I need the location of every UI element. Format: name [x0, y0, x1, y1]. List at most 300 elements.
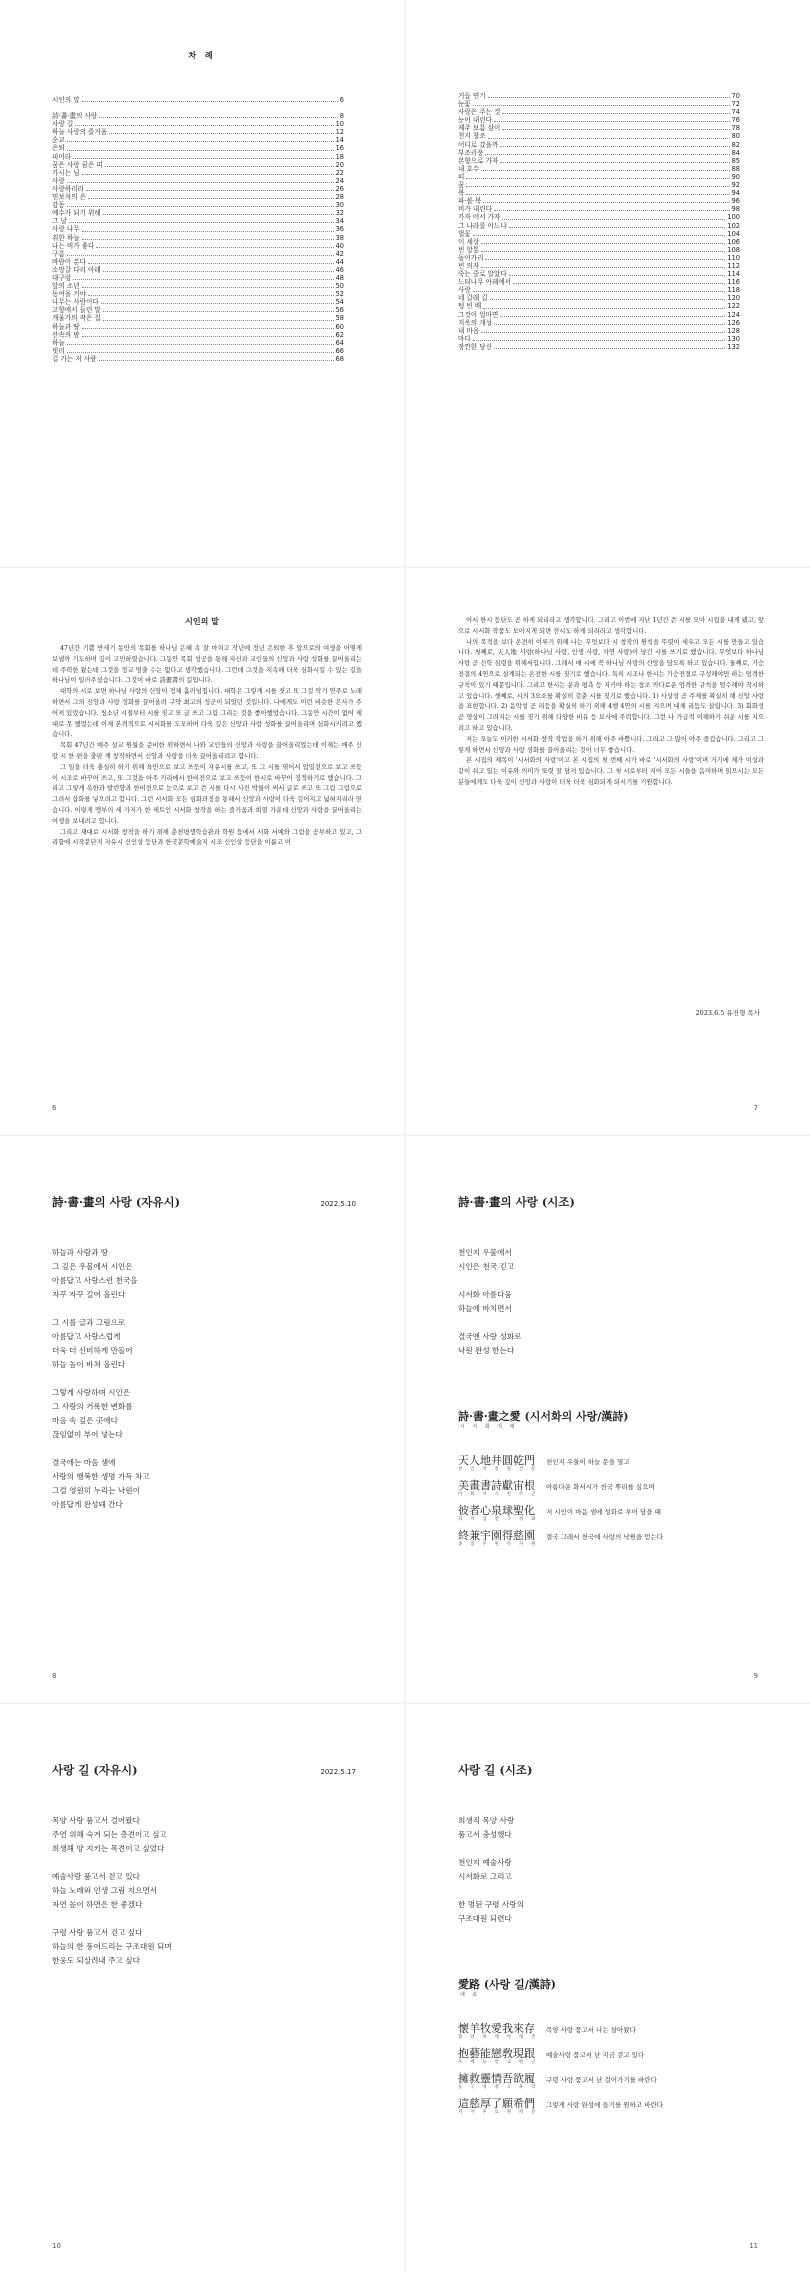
toc-dot-leader — [73, 158, 334, 159]
poem-line: 구조대원 되련다 — [458, 1914, 512, 1923]
hanja-chars: 天人地井圓乾門 — [458, 1454, 535, 1467]
toc-entry-title: 네 갈래 길 — [458, 294, 488, 303]
toc-entry-title: 나는 비가 좋다 — [52, 241, 95, 250]
poem-title: 사랑 길 (시조) — [458, 1763, 533, 1777]
toc-dot-leader — [82, 328, 334, 329]
poem-line: 주연 위해 숙겨 되는 층견이고 싶고 — [52, 1830, 167, 1839]
toc-entry-title: 구름 — [52, 249, 65, 258]
toc-entry-page: 8 — [339, 112, 344, 121]
toc-dot-leader — [481, 332, 725, 333]
poem-stanza — [52, 1316, 364, 1372]
toc-entry-page: 122 — [727, 302, 740, 311]
toc-entry — [52, 282, 344, 290]
toc-dot-leader — [485, 259, 725, 260]
toc-entry — [458, 157, 740, 165]
toc-entry-title: 사랑 나무 — [52, 225, 80, 234]
page-number: 8 — [52, 1672, 57, 1680]
toc-list-left — [52, 96, 344, 363]
page-number: 11 — [749, 2242, 758, 2250]
poem-stanza — [52, 1386, 364, 1442]
poem-line: 결국엔 사랑 성화로 — [458, 1332, 522, 1341]
toc-dot-leader — [502, 113, 729, 114]
poem-stanza — [458, 1330, 770, 1358]
poem4-page — [406, 1704, 810, 2272]
toc-entry-title: 마다 — [458, 334, 471, 343]
toc-entry — [52, 347, 344, 355]
toc-dot-leader — [473, 291, 726, 292]
hanja-translation: 저 시인이 마음 샘에 성화로 부어 담을 때 — [546, 1508, 661, 1516]
hanja-line — [458, 2097, 774, 2122]
poem-stanza — [458, 1898, 770, 1926]
toc-dot-leader — [509, 227, 726, 228]
toc-dot-leader — [99, 360, 334, 361]
poem-line: 더욱 더 신비하게 만들어 — [52, 1346, 133, 1355]
page-number: 9 — [753, 1672, 758, 1680]
poem-line: 예술사랑 품고서 걷고 있다 — [52, 1872, 140, 1881]
hanja-translation: 그렇게 사랑 완성에 들기를 원하고 바란다 — [546, 2101, 664, 2109]
poem-line: 끊임없이 부어 넣는다 — [52, 1430, 123, 1439]
toc-dot-leader — [103, 271, 334, 272]
toc-entry — [458, 343, 740, 351]
toc-entry-title: 하늘과 땅 — [52, 322, 80, 331]
toc-dot-leader — [485, 154, 729, 155]
toc-entry — [458, 302, 740, 310]
toc-dot-leader — [513, 283, 725, 284]
toc-entry-page: 16 — [335, 144, 344, 153]
poem-line: 그 시를 글과 그림으로 — [52, 1318, 126, 1327]
preface-text-right — [458, 616, 764, 789]
hanja-title-reading: 애 로 — [460, 1992, 481, 1998]
poem-stanza — [458, 1246, 770, 1274]
toc-dot-leader — [67, 255, 334, 256]
poem-line: 목양 사랑 품고서 걸어왔다 — [52, 1816, 140, 1825]
preface-paragraph: 그리고 재대로 시서화 창작을 하기 위해 춘천평생학습관과 학원 등에서 서화 서예와 그림을 공부하고 있고, 그리함에 시작문단지 자유시 신인상 등단과 한국문학예술지 시조 신인상 등단을 이룹고 이 — [52, 828, 362, 847]
toc-dot-leader — [105, 166, 334, 167]
toc-entry-page: 26 — [335, 184, 344, 193]
poem-line: 자연 높이 하면은 한 좋겠다 — [52, 1900, 143, 1909]
poem-line: 사랑의 행복한 생명 가득 차고 — [52, 1472, 150, 1481]
hanja-translation: 예술사랑 품고서 난 지금 걷고 있다 — [546, 2051, 645, 2059]
preface-paragraph: 저는 오늘도 이러한 시서화 창작 작업을 하기 위해 아주 바쁩니다. 그리고 그 많이 아주 즐겁습니다. 그리고 그렇게 하면서 신앙과 사랑 성화를 끌어올리는 것이 너무 좋습니다. — [458, 735, 764, 754]
toc-entry-title: 천지 창조 — [458, 132, 486, 141]
toc-entry-page: 106 — [727, 237, 740, 246]
toc-entry-title: 빈 항통 — [458, 245, 480, 254]
toc-dot-leader — [88, 198, 334, 199]
hanja-line — [458, 1504, 774, 1529]
toc-entry-title: 부조리풍 — [458, 148, 484, 157]
poem-line: 시인은 천국 긷고 — [458, 1262, 515, 1271]
hanja-line — [458, 1479, 774, 1504]
toc-dot-leader — [488, 97, 730, 98]
toc-entry — [52, 177, 344, 185]
toc-entry-title: 사랑 — [458, 286, 471, 295]
toc-dot-leader — [69, 222, 334, 223]
poem-line: 천인지 우물에서 — [458, 1248, 512, 1257]
toc-entry-title: 감동 — [52, 201, 65, 210]
hanja-reading: 천 인 지 정 원 건 문 — [458, 1467, 539, 1472]
poem-line: 희생직 목양 사랑 — [458, 1816, 515, 1825]
toc-entry — [458, 132, 740, 140]
toc-entry-page: 42 — [335, 249, 344, 258]
preface-paragraph: 나의 목적을 보다 온전히 이루기 위해 나는 무엇보다 시 창작의 원칙을 뚜렷이 세우고 모든 시를 만들고 있습니다. 첫째로, 天人地 사랑(하나님 사랑, 인생 사랑, 자연 사랑)이 당긴 시를 쓰기로 했습니다. 무엇보다 하나님 사랑 곧 신학 심령을 위해서입니다. 그래서 매 시에 꼭 하나님 사랑의 신앙을 담도록 하고 있습니다. 둘째로, 기승전결의 4연으로 설계되는 온전한 시를 짓기로 했습니다. 특히 시조나 한시는 기승전결로 구성해야만 하는 엄격한 규칙이 있기 때문입니다. 그리고 한시는 운과 평측 등 지키야 하는 창조 까다로운 엄격한 규칙을 엄수해야 작시하고 있습니다. 셋째로, 시의 3요소를 확실히 갖춘 시를 짓기로 했습니다. 1) 사상성 곧 주제를 확실히 해 신앙 사랑을 표현합니다. 2) 음악성 곧 리듬을 확실히 하기 위해 4행 4연의 시를 지으며 대체 리듬도 살립니다. 3) 회화성 곧 영상이 그려지는 시를 짓기 위해 다양한 비유 등 묘사에 주력합니다. 그런 나 가급적 이해하기 쉬운 시를 지으려고 하고 있습니다. — [458, 638, 764, 732]
toc-entry-title: 띠 — [458, 172, 465, 181]
toc-entry — [52, 112, 344, 120]
toc-entry — [458, 205, 740, 213]
hanja-list — [458, 1454, 774, 1554]
poem-stanza — [458, 1288, 770, 1316]
toc-entry — [52, 209, 344, 217]
preface-page-right — [406, 568, 810, 1134]
toc-title: 차 례 — [188, 50, 216, 60]
toc-dot-leader — [481, 243, 725, 244]
hanja-translation: 아름다운 화서시가 천국 뿌리를 심으며 — [546, 1483, 655, 1491]
toc-dot-leader — [86, 190, 334, 191]
toc-entry-page: 38 — [335, 233, 344, 242]
toc-entry-page: 6 — [339, 96, 344, 104]
toc-entry-page: 70 — [731, 92, 740, 100]
preface-paragraph: 대학의 시로 보면 하나님 사랑의 신앙이 정체 흘러넘칩니다. 대학은 그렇게 시를 짓고 또 그걸 악기 연주로 노래하면서 그의 신앙과 사랑 성화를 끌어올려 구약 최고의 성군이 되었던 것입니다. 나에게도 이런 비슷한 은사가 주어져 있었습니다. 청소년 시절부터 시를 짓고 또 글 쓰고 그림 그리는 것을 좋아했었습니다. 그동안 시간이 없어 제대로 못 했었는데 이제 본격적으로 시서화를 도모하며 다욱 깊은 신앙과 사랑 성화를 끌어올리며 심화시키려고 했습니다. — [52, 688, 362, 739]
hanja-block — [458, 2022, 546, 2041]
poem-line: 아름답고 사랑스런 천국을 — [52, 1276, 138, 1285]
poem-line: 품고서 충성했다 — [458, 1830, 512, 1839]
toc-entry-page: 128 — [727, 326, 740, 335]
toc-dot-leader — [88, 295, 334, 296]
toc-entry — [458, 116, 740, 124]
toc-page-left — [0, 0, 404, 566]
toc-entry-page: 108 — [727, 245, 740, 254]
toc-entry-title: 죽는 중로 알았다 — [458, 270, 507, 279]
poem-stanza — [52, 1926, 364, 1968]
toc-entry — [52, 242, 344, 250]
toc-entry — [458, 270, 740, 278]
toc-entry — [52, 96, 344, 104]
toc-entry-page: 90 — [731, 172, 740, 181]
toc-entry-title: 은퇴 — [52, 144, 65, 153]
toc-dot-leader — [466, 178, 729, 179]
page-number: 6 — [52, 1104, 57, 1112]
poem-stanza — [52, 1456, 364, 1512]
toc-entry-page: 50 — [335, 282, 344, 291]
hanja-title-reading: 시 서 화 지 애 — [460, 1424, 518, 1430]
poem-line: 시서화로 그리고 — [458, 1872, 512, 1881]
toc-entry-title: 어디로 갔을까 — [458, 140, 499, 149]
toc-entry — [458, 100, 740, 108]
toc-entry-page: 112 — [727, 261, 740, 270]
toc-entry-page: 52 — [335, 290, 344, 299]
toc-dot-leader — [82, 287, 334, 288]
poem-line: 한 명된 구령 사랑의 — [458, 1900, 524, 1909]
toc-entry-title: 시인의 말 — [52, 96, 80, 104]
toc-entry-title: 가자 어서 가자 — [458, 213, 501, 222]
toc-dot-leader — [490, 299, 726, 300]
toc-dot-leader — [500, 162, 729, 163]
toc-dot-leader — [82, 239, 334, 240]
toc-entry-title: 복 — [458, 189, 465, 198]
poem-line: 그걸 영원히 누리는 낙원이 — [52, 1486, 140, 1495]
toc-entry — [458, 286, 740, 294]
preface-paragraph: 본 시집의 제목이 '시서화의 사랑'이고 본 시집의 첫 번째 시가 바로 '시서화의 사랑'이며 거기에 제가 이상과 같이 쉬고 있는 이유와 의미가 또렷 잘 담겨 있습니다. 그 첫 시로부터 지어 모든 시들을 음미하며 읽으시는 모든 분들에게도 다욱 깊이 신앙과 사랑이 더욱 더욱 심화되게 되시기를 기원합니다. — [458, 757, 764, 786]
hanja-translation: 구령 사랑 품고서 난 걸어가기를 바란다 — [546, 2076, 657, 2084]
toc-entry — [52, 274, 344, 282]
toc-dot-leader — [103, 214, 334, 215]
toc-entry — [458, 141, 740, 149]
poem-date: 2022.5.10 — [320, 1200, 356, 1208]
poem-line: 하늘의 한 풍어드리는 구조대원 되며 — [52, 1942, 172, 1951]
toc-entry — [458, 335, 740, 343]
toc-entry-page: 94 — [731, 189, 740, 198]
poem-stanza — [52, 1870, 364, 1912]
toc-entry-page: 22 — [335, 168, 344, 177]
hanja-chars: 抱藝能戀敎現跟 — [458, 2047, 535, 2060]
hanja-reading: 저 자 후 료 원 희 문 — [458, 2110, 539, 2115]
toc-entry-page: 40 — [335, 241, 344, 250]
hanja-reading: 피 자 심 천 구 성 화 — [458, 1517, 539, 1522]
toc-entry-title: 바람이 분다 — [52, 257, 86, 266]
toc-entry — [458, 181, 740, 189]
toc-entry-title: 사랑 길 — [52, 120, 74, 129]
toc-entry-title: 사랑 — [52, 176, 65, 185]
toc-dot-leader — [481, 267, 725, 268]
toc-entry-page: 85 — [731, 156, 740, 165]
poem-body — [52, 1814, 364, 1982]
toc-dot-leader — [67, 206, 334, 207]
hanja-line — [458, 2047, 774, 2072]
hanja-translation: 목양 사랑 품고서 나는 살아왔다 — [546, 2026, 636, 2034]
toc-entry-page: 44 — [335, 257, 344, 266]
toc-dot-leader — [82, 101, 338, 102]
toc-entry-title: 순교 — [52, 136, 65, 145]
hanja-block — [458, 1454, 546, 1473]
toc-entry-page: 116 — [727, 278, 740, 287]
toc-entry-title: 그것이 얼마면 — [458, 310, 499, 319]
toc-entry-page: 28 — [335, 193, 344, 202]
toc-entry-title: 눈꽃 — [458, 100, 471, 109]
poem-header — [458, 1762, 762, 1778]
toc-entry — [458, 222, 740, 230]
toc-entry-title: 꿈은 사랑 꿈은 띠 — [52, 160, 103, 169]
hanja-reading: 종 겸 우 원 득 자 원 — [458, 1542, 539, 1547]
poem-line: 희생해 양 지키는 목견이고 싶었다 — [52, 1844, 165, 1853]
toc-entry-page: 64 — [335, 338, 344, 347]
toc-entry-title: 산속의 밤 — [52, 330, 80, 339]
toc-entry — [458, 319, 740, 327]
poem-title: 사랑 길 (자유시) — [52, 1763, 138, 1777]
toc-entry-title: 사랑은 주는 것 — [458, 108, 501, 117]
toc-entry-page: 82 — [731, 140, 740, 149]
toc-entry-page: 130 — [727, 334, 740, 343]
poem-title: 詩·書·畫의 사랑 (자유시) — [52, 1195, 181, 1209]
toc-dot-leader — [96, 247, 333, 248]
toc-entry-page: 36 — [335, 225, 344, 234]
hanja-title: 愛路 (사랑 길/漢詩) — [458, 1978, 556, 1991]
poem-stanza — [52, 1246, 364, 1302]
poem-line: 구령 사랑 품고서 걷고 싶다 — [52, 1928, 143, 1937]
toc-dot-leader — [73, 279, 334, 280]
toc-entry-title: 예수가 되기 위해 — [52, 209, 101, 218]
toc-entry — [52, 185, 344, 193]
hanja-line — [458, 2072, 774, 2097]
toc-entry — [458, 213, 740, 221]
preface-paragraph: 그 일을 더욱 충실히 하기 위해 육만으로 보고 쓰듯이 자유시를 쓰고, 또 그 시를 엮어서 압밀전으로 보고 쓰듯이 시조로 바꾸어 쓰고, 또 그것을 아주 거리에서 한비전으로 보고 쓰듯이 한시로 바꾸어 징적하기로 했습니다. 그리고 그렇게 옥한과 발린향과 한비전으로 눈으로 보고 쓴 시를 다시 사진 박물이 써서 글로 쓰고 또 그림 그림으로 그려서 삽화를 넣으려고 합니다. 그런 시서화 모든 심화과정을 통해서 신앙과 사랑이 다욱 깊어지고 넓혀지리라 믿습니다. 이렇게 맹부의 세 가지가 한 세트인 시서화 창작을 하는 즐거움과 희열 가운데 신앙과 사랑을 끌어올리는 여생을 보내려고 합니다. — [52, 763, 362, 825]
toc-entry — [458, 197, 740, 205]
hanja-line — [458, 1529, 774, 1554]
toc-entry-title: 지옥의 개성 — [458, 318, 492, 327]
hanja-block — [458, 2097, 546, 2116]
toc-dot-leader — [67, 150, 334, 151]
toc-entry — [458, 173, 740, 181]
toc-entry-title: 본향으로 가자 — [458, 156, 499, 165]
toc-entry-page: 20 — [335, 160, 344, 169]
toc-dot-leader — [494, 210, 730, 211]
poem1-page — [0, 1136, 404, 1702]
toc-dot-leader — [500, 146, 729, 147]
preface-title: 시인의 말 — [185, 616, 219, 626]
toc-dot-leader — [82, 336, 334, 337]
poem3-page — [0, 1704, 404, 2272]
toc-entry-page: 78 — [731, 124, 740, 133]
toc-dot-leader — [473, 105, 730, 106]
hanja-title: 詩·書·畫之愛 (시서화의 사랑/漢詩) — [458, 1410, 629, 1423]
toc-entry-page: 46 — [335, 265, 344, 274]
hanja-reading: 미 화 서 시 헌 주 근 — [458, 1492, 539, 1497]
toc-entry — [52, 153, 344, 161]
toc-dot-leader — [67, 141, 334, 142]
toc-entry — [458, 262, 740, 270]
poem-line: 결국에는 마음 샘에 — [52, 1458, 116, 1467]
toc-dot-leader — [483, 308, 725, 309]
toc-dot-leader — [481, 251, 725, 252]
toc-entry-title: 가시는 님 — [52, 168, 80, 177]
poem-line: 그 깊은 우물에서 시인은 — [52, 1262, 133, 1271]
toc-entry — [458, 149, 740, 157]
toc-entry-title: 돌아가리 — [458, 253, 484, 262]
toc-entry-page: 32 — [335, 209, 344, 218]
toc-dot-leader — [75, 125, 333, 126]
toc-entry-page: 104 — [727, 229, 740, 238]
toc-entry — [52, 128, 344, 136]
toc-entry — [52, 161, 344, 169]
poem-line: 마음 속 깊은 곳에다 — [52, 1416, 118, 1425]
page-number: 7 — [753, 1104, 758, 1112]
toc-entry — [458, 230, 740, 238]
toc-entry — [52, 266, 344, 274]
toc-entry-page: 110 — [727, 253, 740, 262]
toc-entry — [52, 225, 344, 233]
hanja-chars: 懷羊牧愛我來存 — [458, 2022, 535, 2035]
toc-entry-page: 54 — [335, 298, 344, 307]
toc-entry — [458, 124, 740, 132]
toc-entry-title: 텅 빈 배 — [458, 302, 482, 311]
hanja-reading: 회 양 목 애 아 래 존 — [458, 2035, 539, 2040]
toc-entry — [458, 278, 740, 286]
toc-dot-leader — [99, 117, 338, 118]
toc-entry-title: 빗리 — [52, 346, 65, 355]
toc-entry — [52, 136, 344, 144]
preface-text-left — [52, 644, 362, 849]
toc-entry-page: 118 — [727, 286, 740, 295]
toc-entry-page: 96 — [731, 197, 740, 206]
poem-header — [52, 1194, 356, 1210]
poem-header — [52, 1762, 356, 1778]
toc-entry — [52, 201, 344, 209]
toc-entry-title: 피어라 — [52, 152, 72, 161]
poem-line: 하늘과 사람과 땅 — [52, 1248, 109, 1257]
toc-entry — [52, 193, 344, 201]
toc-dot-leader — [488, 138, 730, 139]
toc-entry — [458, 238, 740, 246]
toc-entry — [52, 258, 344, 266]
toc-entry — [458, 254, 740, 262]
hanja-chars: 彼者心泉球聖化 — [458, 1504, 535, 1517]
toc-dot-leader — [494, 348, 725, 349]
toc-entry-title: 내 마음 — [458, 326, 480, 335]
poem-line: 낙원 완성 한는다 — [458, 1346, 515, 1355]
poem-line: 하늘 노래와 인생 그림 지으면서 — [52, 1886, 158, 1895]
toc-entry — [52, 234, 344, 242]
toc-entry-page: 84 — [731, 148, 740, 157]
toc-dot-leader — [494, 121, 730, 122]
toc-entry-page: 58 — [335, 314, 344, 323]
toc-entry-title: 사랑하리라 — [52, 184, 84, 193]
toc-entry-title: 대구렁 — [52, 273, 72, 282]
toc-dot-leader — [494, 324, 725, 325]
toc-entry-title: 취한 하늘 — [52, 233, 80, 242]
toc-entry-page: 62 — [335, 330, 344, 339]
toc-entry — [52, 169, 344, 177]
toc-entry-title: 이 세상 — [458, 237, 480, 246]
toc-entry-title: 비가 내린다 — [458, 205, 492, 214]
toc-entry-page: 48 — [335, 273, 344, 282]
toc-entry-title: 꿈 — [458, 181, 465, 190]
poem-stanza — [458, 1856, 770, 1884]
toc-entry — [458, 92, 740, 100]
poem-body — [458, 1814, 770, 1940]
toc-entry-title: 개울가의 작은 집 — [52, 314, 101, 323]
toc-entry — [458, 311, 740, 319]
toc-dot-leader — [88, 263, 334, 264]
preface-paragraph: 어서 한시 등단도 곧 하게 되리라고 생각합니다. 그리고 이번에 지난 1년간 쓴 시를 모아 시집을 내게 됐고, 앞으로 시서화 작품도 모아지게 되면 전시도 하게 되리라고 생각합니다. — [458, 617, 764, 635]
toc-entry-title: 믿보석의 은 — [52, 193, 86, 202]
toc-entry-page: 12 — [335, 128, 344, 137]
toc-entry-title: 눈이 내린다 — [458, 116, 492, 125]
poem-body — [52, 1246, 364, 1526]
toc-entry-page: 30 — [335, 201, 344, 210]
toc-list-right — [458, 92, 740, 351]
poem-line: 천인지 예술사랑 — [458, 1858, 512, 1867]
toc-entry-page: 76 — [731, 116, 740, 125]
toc-entry — [52, 331, 344, 339]
toc-dot-leader — [473, 340, 726, 341]
toc-dot-leader — [109, 133, 333, 134]
toc-dot-leader — [502, 219, 725, 220]
poem-title: 詩·書·畫의 사랑 (시조) — [458, 1195, 575, 1209]
toc-entry-page: 120 — [727, 294, 740, 303]
toc-entry — [458, 165, 740, 173]
toc-entry — [458, 108, 740, 116]
toc-dot-leader — [67, 352, 334, 353]
hanja-reading: 포 예 능 련 교 현 근 — [458, 2060, 539, 2065]
toc-dot-leader — [509, 275, 726, 276]
toc-entry — [52, 339, 344, 347]
toc-entry-page: 100 — [727, 213, 740, 222]
toc-entry-title: 길 가는 저 사람 — [52, 354, 97, 363]
toc-entry-title: 빈 의자 — [458, 261, 480, 270]
toc-entry-title: 하늘 사랑의 즐거움 — [52, 128, 108, 137]
poem-stanza — [52, 1814, 364, 1856]
hanja-translation: 결국 그래서 천국에 사랑의 낙원을 얻는다 — [546, 1533, 664, 1541]
poem-line: 그 사랑의 거룩한 변화를 — [52, 1402, 133, 1411]
preface-paragraph: 목회 47년간 매주 설교 원월을 준비한 위하면서 나와 교인들의 신앙과 사랑을 끌어올리었는데 이제는 매주 신랑 시 한 편을 출판 계 창작하면서 신앙과 사랑을 더욱 끌어올리려고 합니다. — [52, 742, 362, 760]
